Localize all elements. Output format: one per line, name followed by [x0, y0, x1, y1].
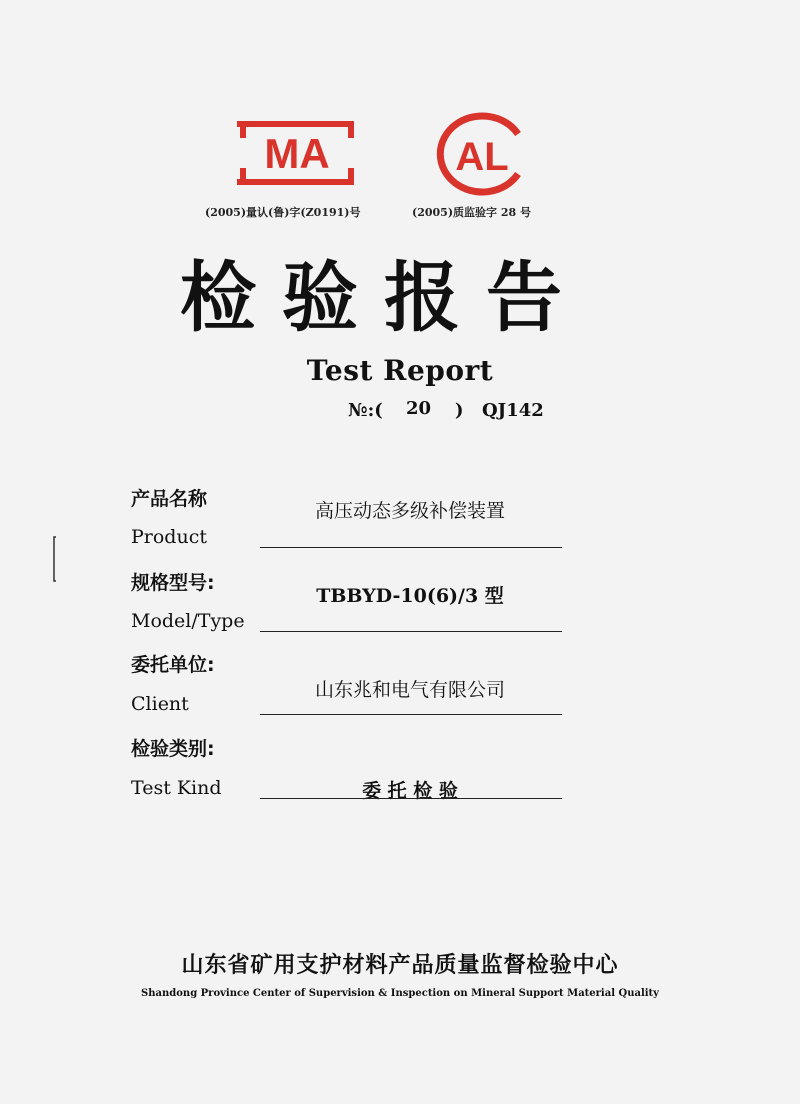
- product-label-cn: 产品名称: [131, 488, 208, 510]
- report-title-cn: 检验报告: [180, 253, 588, 342]
- cal-certification: (2005)质监验字 28 号: [412, 206, 531, 219]
- margin-mark: [52, 536, 57, 582]
- cal-logo: [434, 112, 530, 196]
- cma-logo-text: MA: [264, 130, 330, 177]
- test-kind-value: 委 托 检 验: [362, 780, 458, 802]
- client-label-en: Client: [131, 693, 189, 715]
- model-value: TBBYD-10(6)/3 型: [316, 585, 504, 607]
- cma-logo: [233, 120, 361, 186]
- test-kind-underline: [260, 798, 562, 799]
- report-title-en: Test Report: [306, 354, 494, 387]
- report-number-label: №:(: [348, 400, 383, 421]
- test-kind-label-en: Test Kind: [131, 777, 222, 799]
- report-number-year: 20: [406, 398, 432, 419]
- cal-logo-text: AL: [455, 135, 509, 179]
- client-underline: [260, 714, 562, 715]
- product-value: 高压动态多级补偿装置: [314, 500, 505, 522]
- product-label-en: Product: [131, 526, 207, 548]
- model-label-cn: 规格型号:: [131, 572, 215, 594]
- report-number-code: QJ142: [482, 400, 544, 421]
- model-label-en: Model/Type: [131, 610, 245, 632]
- report-number-close: ): [455, 400, 464, 421]
- test-kind-label-cn: 检验类别:: [131, 738, 215, 760]
- product-underline: [260, 547, 562, 548]
- model-underline: [260, 631, 562, 632]
- ma-certification: (2005)量认(鲁)字(Z0191)号: [205, 206, 361, 219]
- issuing-center-en: Shandong Province Center of Supervision & Inspection on Mineral Support Material Quality: [141, 988, 659, 999]
- client-value: 山东兆和电气有限公司: [314, 679, 505, 701]
- issuing-center-cn: 山东省矿用支护材料产品质量监督检验中心: [181, 953, 619, 978]
- client-label-cn: 委托单位:: [131, 654, 215, 676]
